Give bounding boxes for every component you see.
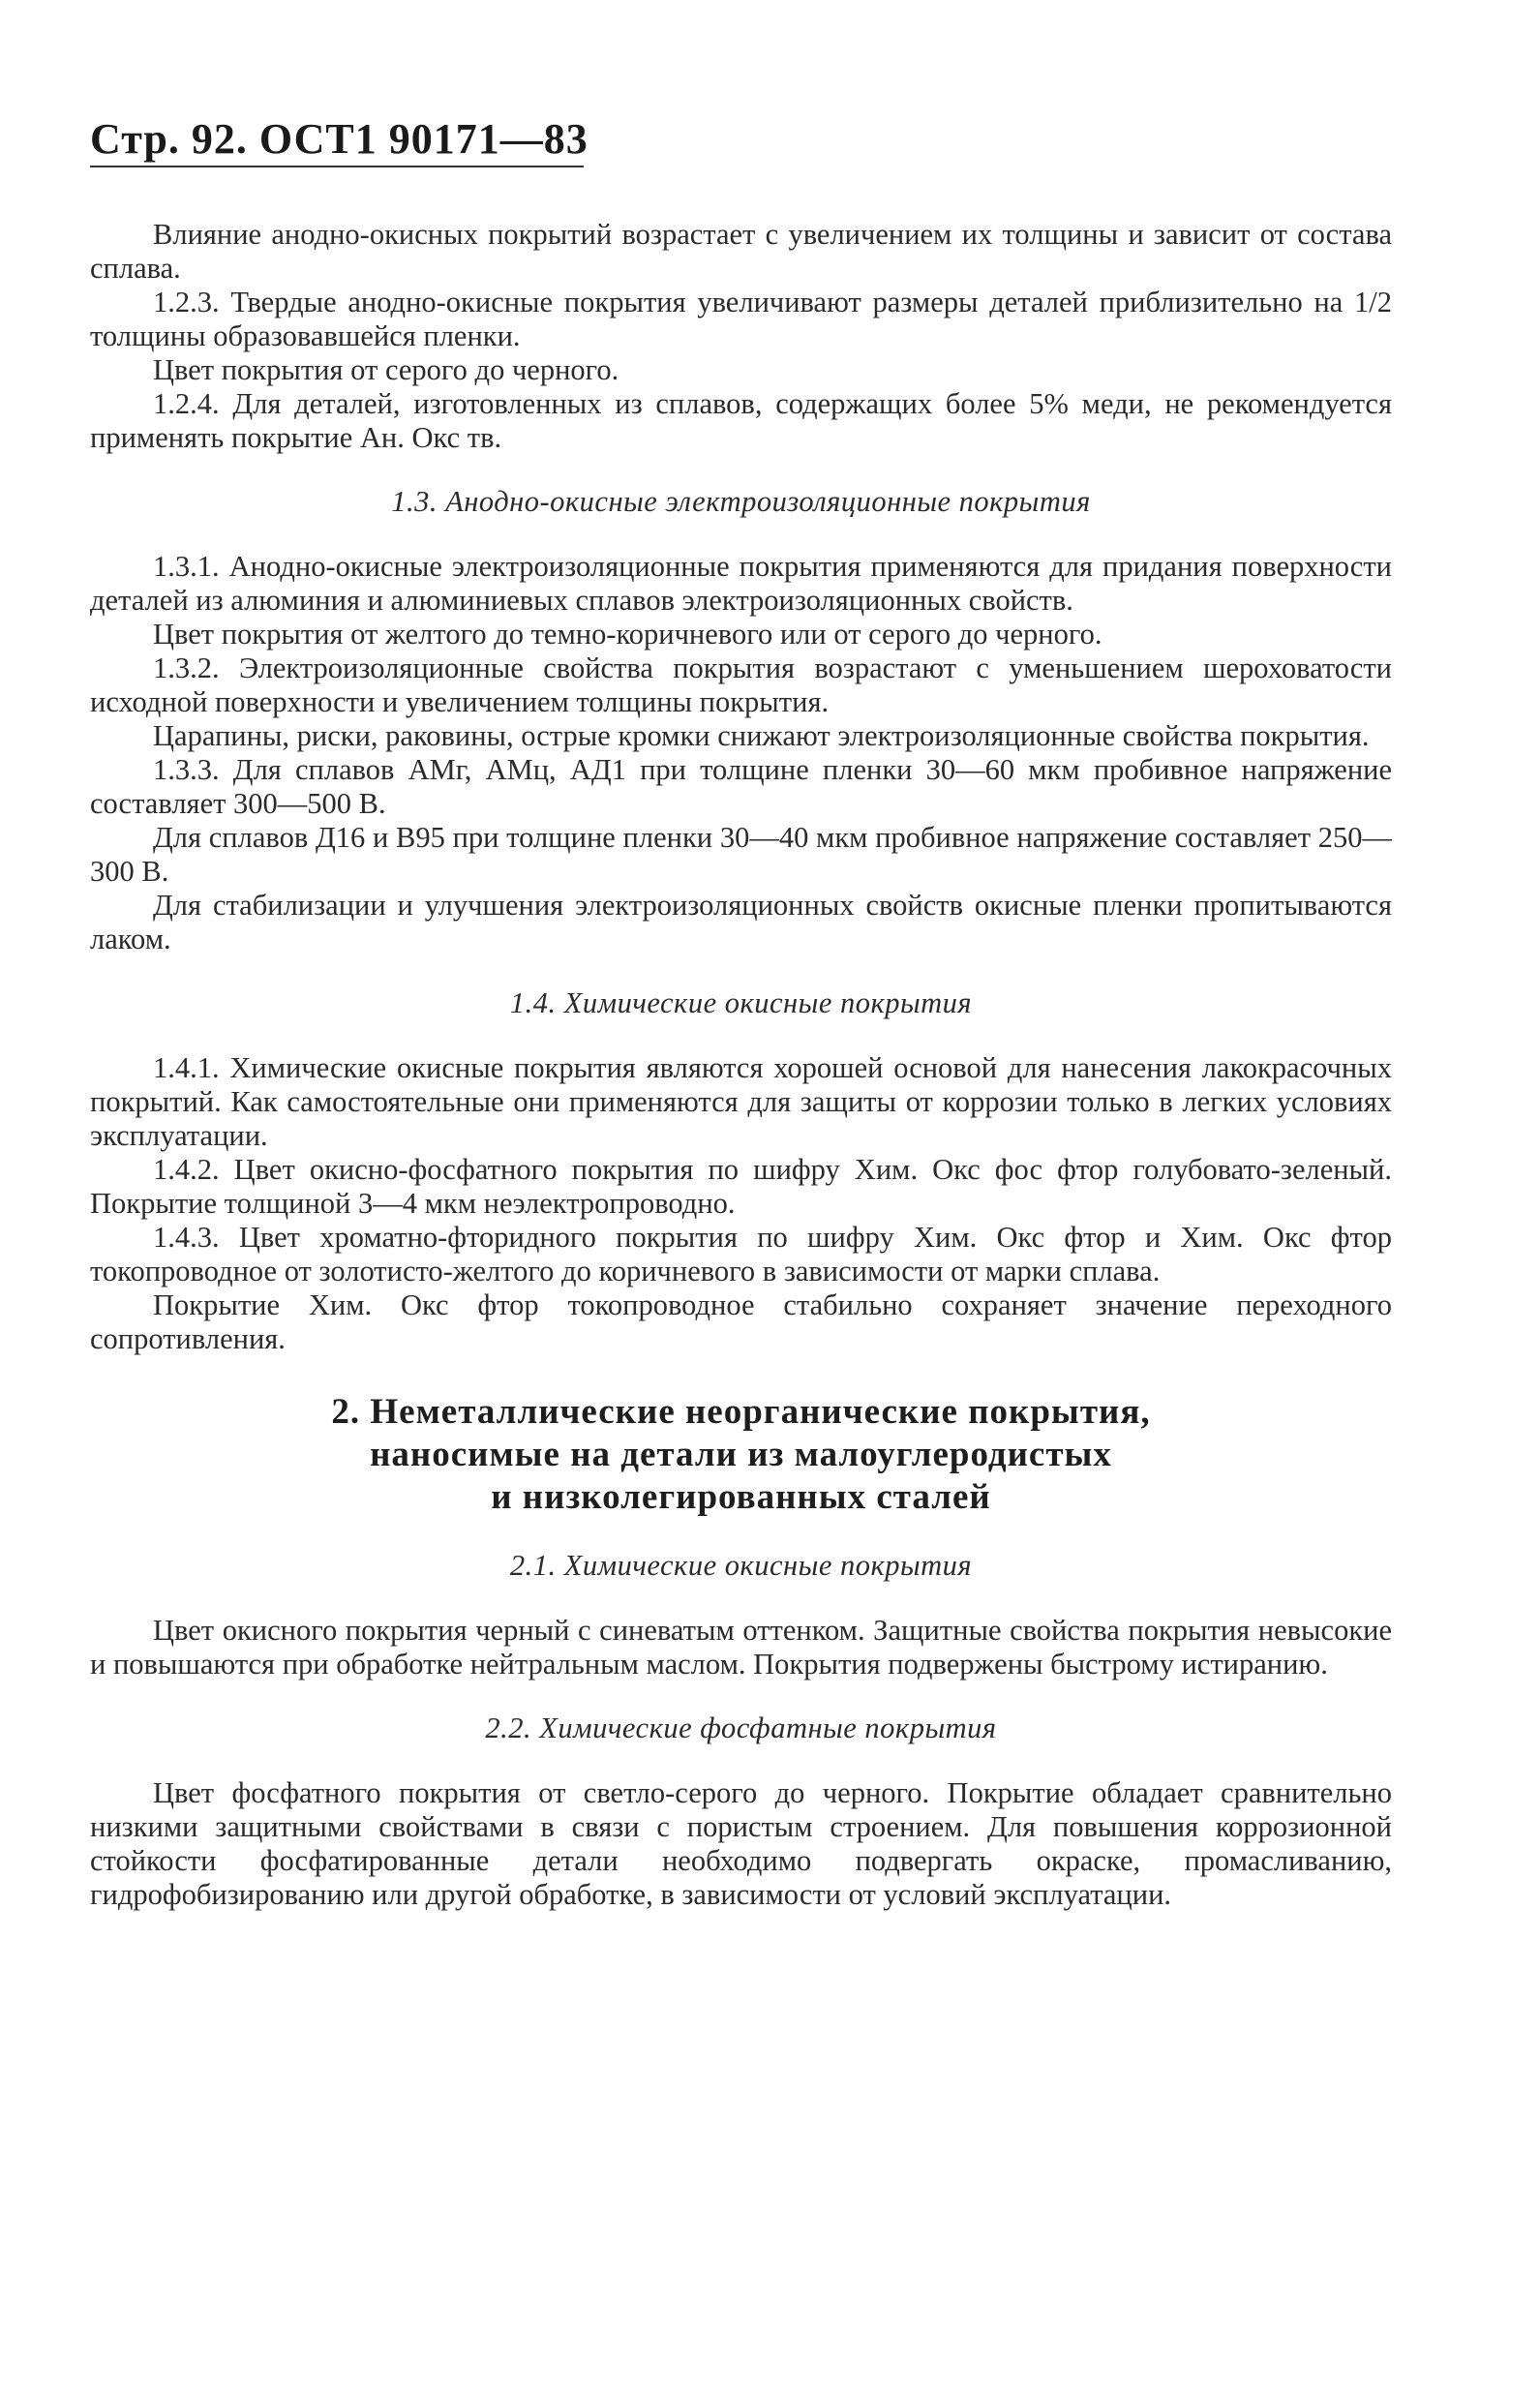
paragraph: 1.4.2. Цвет окисно-фосфатного покрытия по шифру Хим. Окс фос фтор голубовато-зеленый. Покрытие толщиной 3—4 мкм неэлектропроводно.: [90, 1153, 1392, 1220]
paragraph: Царапины, риски, раковины, острые кромки снижают электроизоляционные свойства покрытия.: [153, 719, 1370, 752]
paragraph: Цвет фосфатного покрытия от светло-серого до черного. Покрытие обладает сравнительно низкими защитными свойствами в связи с пористым строением. Для повышения коррозионной стойкости фосфатированные детали необходимо подвергать окраске, промасливанию, гидрофобизированию или другой обработке, в зависимости от условий эксплуатации.: [90, 1776, 1392, 1911]
paragraph: Цвет окисного покрытия черный с синеватым оттенком. Защитные свойства покрытия невысокие и повышаются при обработке нейтральным маслом. Покрытия подвержены быстрому истиранию.: [90, 1614, 1392, 1681]
paragraph: 1.2.4. Для деталей, изготовленных из сплавов, содержащих более 5% меди, не рекомендуется применять покрытие Ан. Окс тв.: [90, 387, 1392, 454]
page-header: Стр. 92. ОСТ1 90171—83: [90, 114, 584, 167]
paragraph: 1.2.3. Твердые анодно-окисные покрытия увеличивают размеры деталей приблизительно на 1/2 толщины образовавшейся пленки.: [90, 286, 1392, 352]
section-heading-line: 2. Неметаллические неорганические покрытия,: [331, 1392, 1151, 1432]
paragraph: 1.3.2. Электроизоляционные свойства покрытия возрастают с уменьшением шероховатости исходной поверхности и увеличением толщины покрытия.: [90, 651, 1392, 718]
paragraph: Покрытие Хим. Окс фтор токопроводное стабильно сохраняет значение переходного сопротивления.: [90, 1288, 1392, 1355]
subsection-heading: 1.4. Химические окисные покрытия: [509, 986, 973, 1019]
section-heading-line: наносимые на детали из малоуглеродистых: [370, 1435, 1112, 1474]
subsection-heading: 2.1. Химические окисные покрытия: [509, 1549, 973, 1582]
subsection-heading: 1.3. Анодно-окисные электроизоляционные покрытия: [391, 485, 1091, 518]
paragraph: Цвет покрытия от серого до черного.: [153, 353, 619, 386]
document-body: [90, 218, 1392, 1912]
subsection-heading: 2.2. Химические фосфатные покрытия: [485, 1711, 997, 1744]
paragraph: Влияние анодно-окисных покрытий возрастает с увеличением их толщины и зависит от состава сплава.: [90, 218, 1392, 285]
paragraph: 1.3.1. Анодно-окисные электроизоляционные покрытия применяются для придания поверхности деталей из алюминия и алюминиевых сплавов электроизоляционных свойств.: [90, 550, 1392, 617]
paragraph: 1.4.3. Цвет хроматно-фторидного покрытия по шифру Хим. Окс фтор и Хим. Окс фтор токопроводное от золотисто-желтого до коричневого в зависимости от марки сплава.: [90, 1221, 1392, 1287]
paragraph: 1.4.1. Химические окисные покрытия являются хорошей основой для нанесения лакокрасочных покрытий. Как самостоятельные они применяются для защиты от коррозии только в легких условиях эксплуатации.: [90, 1051, 1392, 1152]
section-heading: [90, 1391, 1392, 1519]
section-heading-line: и низколегированных сталей: [491, 1477, 991, 1517]
paragraph: Для стабилизации и улучшения электроизоляционных свойств окисные пленки пропитываются лаком.: [90, 889, 1392, 955]
paragraph: Цвет покрытия от желтого до темно-коричневого или от серого до черного.: [153, 618, 1102, 651]
paragraph: Для сплавов Д16 и В95 при толщине пленки 30—40 мкм пробивное напряжение составляет 250—300 В.: [90, 821, 1392, 888]
paragraph: 1.3.3. Для сплавов АМг, АМц, АД1 при толщине пленки 30—60 мкм пробивное напряжение составляет 300—500 В.: [90, 753, 1392, 820]
